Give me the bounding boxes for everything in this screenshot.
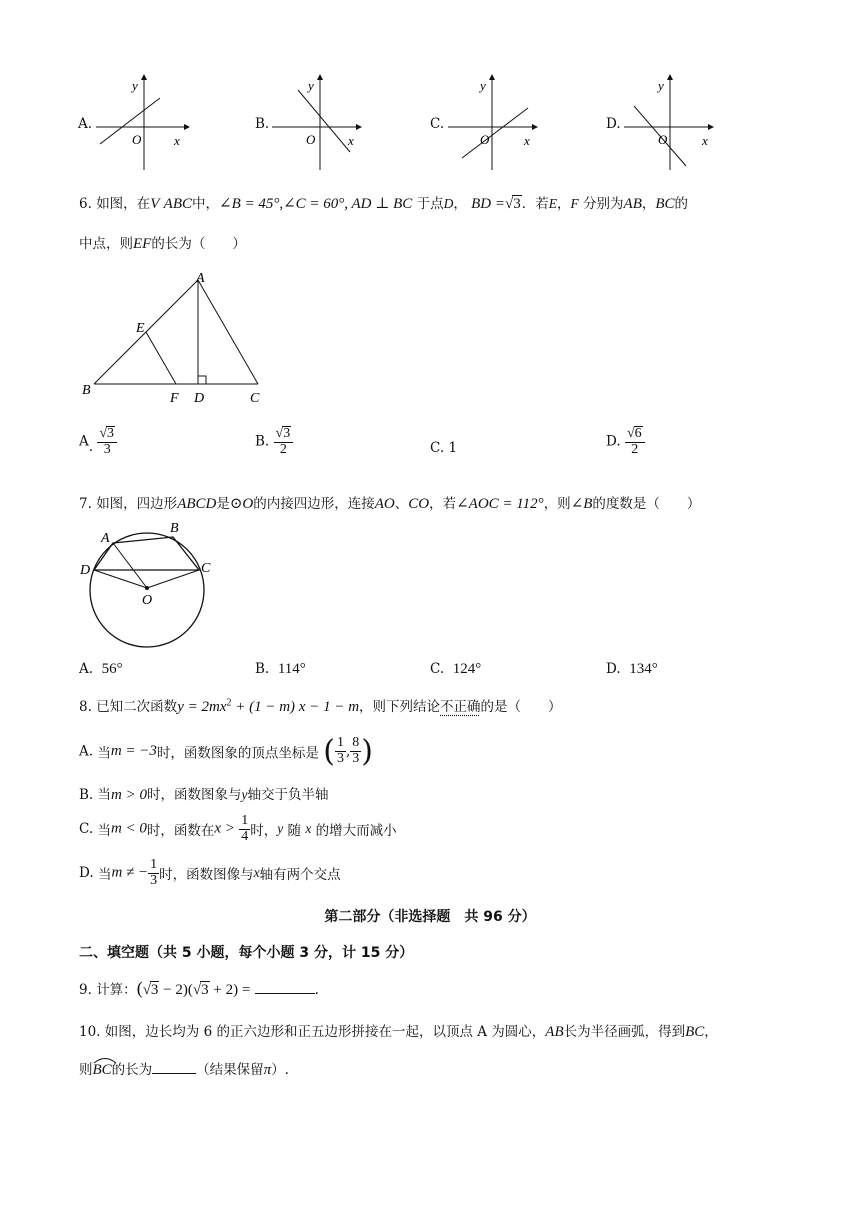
svg-text:y: y — [308, 78, 314, 93]
fig6-label-e: E — [136, 321, 145, 336]
fig7-label-b: B — [170, 521, 179, 536]
line-graph-d-icon — [624, 72, 724, 172]
q9-answer-blank[interactable] — [255, 993, 315, 994]
axis-x-label: x — [174, 133, 180, 148]
q9-stem: 9. 计算：(√3 − 2)(√3 + 2) = . — [79, 978, 319, 998]
arc-symbol-icon — [93, 1056, 117, 1064]
q6-options — [0, 426, 860, 476]
fig6-label-c: C — [250, 391, 260, 406]
q8-stem: 8. 已知二次函数$y = 2mx^2 + (1 - m) x - 1 - m$，则下列结论不正确的是（ ） — [79, 697, 562, 715]
q7-stem: 7. 如图，四边形ABCD是⊙O的内接四边形，连接AO、CO，若∠AOC = 112°，则∠B的度数是（ ） — [79, 496, 701, 512]
q7-option-c: C. 124° — [430, 661, 482, 677]
q5-options — [0, 68, 860, 178]
fig7-label-d: D — [80, 563, 91, 578]
line-graph-c-icon — [448, 72, 548, 172]
q10-stem-line1: 10. 如图，边长均为 6 的正六边形和正五边形拼接在一起，以顶点 A 为圆心，AB长为半径画弧，得到BC， — [79, 1024, 718, 1040]
axis-y-label: y — [132, 78, 138, 93]
q5-option-a-letter: A. — [78, 116, 93, 132]
svg-text:x: x — [348, 133, 354, 148]
q6-stem-line2: 中点，则EF的长为（ ） — [79, 236, 246, 252]
line-graph-b-icon — [272, 72, 372, 172]
svg-text:y: y — [658, 78, 664, 93]
fig7-label-o: O — [142, 593, 153, 608]
q5-option-b-letter: B. — [255, 116, 270, 132]
q7-options — [0, 661, 860, 685]
svg-text:y: y — [480, 78, 486, 93]
emphasis-dotted-text: 不正确 — [440, 699, 481, 715]
q5-option-d-letter: D. — [606, 116, 621, 132]
q10-answer-blank[interactable] — [152, 1073, 196, 1074]
q6-option-a: A· $\frac{√3}{3}$ — [79, 426, 117, 459]
q8-option-b: B. 当m > 0时，函数图象与y轴交于负半轴 — [79, 787, 329, 803]
svg-text:O: O — [306, 132, 316, 147]
line-graph-a-icon — [96, 72, 196, 172]
q7-option-b: B. 114° — [255, 661, 306, 677]
q7-option-d: D. 134° — [606, 661, 658, 677]
q8-option-c: C. 当m < 0时，函数在x > $\frac{1}{4}$ 时，y 随 x 的增大而减小 — [79, 813, 397, 844]
q5-option-c-letter: C. — [430, 116, 445, 132]
origin-label: O — [132, 132, 142, 147]
q6-option-d: D. $\frac{√6}{2}$ — [606, 426, 645, 457]
svg-text:O: O — [480, 132, 490, 147]
q6-stem-line1: 6. 如图，在V ABC中，∠B = 45°,∠C = 60°, AD ⊥ BC 于点D， BD =√3．若E，F 分别为AB，BC的 — [79, 196, 689, 212]
svg-text:O: O — [658, 132, 668, 147]
fig6-label-a: A — [196, 271, 205, 286]
svg-text:x: x — [524, 133, 530, 148]
q8-option-d: D. 当m ≠ − $\frac{1}{3}$ 时，函数图像与x轴有两个交点 — [79, 857, 341, 888]
fig6-label-b: B — [82, 383, 91, 398]
fig6-label-d: D — [194, 391, 205, 406]
q7-circle-figure — [78, 518, 218, 650]
section-two-heading: 二、填空题（共 5 小题，每个小题 3 分，计 15 分） — [79, 945, 414, 961]
q8-option-a: A. 当m = −3时，函数图象的顶点坐标是 ( $\frac{1}{3}$ , $\frac{8}{3}$ ) — [79, 734, 373, 769]
q7-option-a: A. 56° — [79, 661, 123, 677]
part-two-title: 第二部分（非选择题 共 96 分） — [324, 909, 536, 925]
q6-triangle-figure — [78, 266, 278, 408]
q10-stem-line2: 则 BC的长为 （结果保留π）. — [79, 1058, 289, 1079]
fig7-label-a: A — [101, 531, 110, 546]
q6-option-b: B. $\frac{√3}{2}$ — [255, 426, 293, 457]
fig7-label-c: C — [201, 561, 211, 576]
fig6-label-f: F — [170, 391, 179, 406]
q6-option-c: C. 1 — [430, 440, 458, 456]
svg-text:x: x — [702, 133, 708, 148]
